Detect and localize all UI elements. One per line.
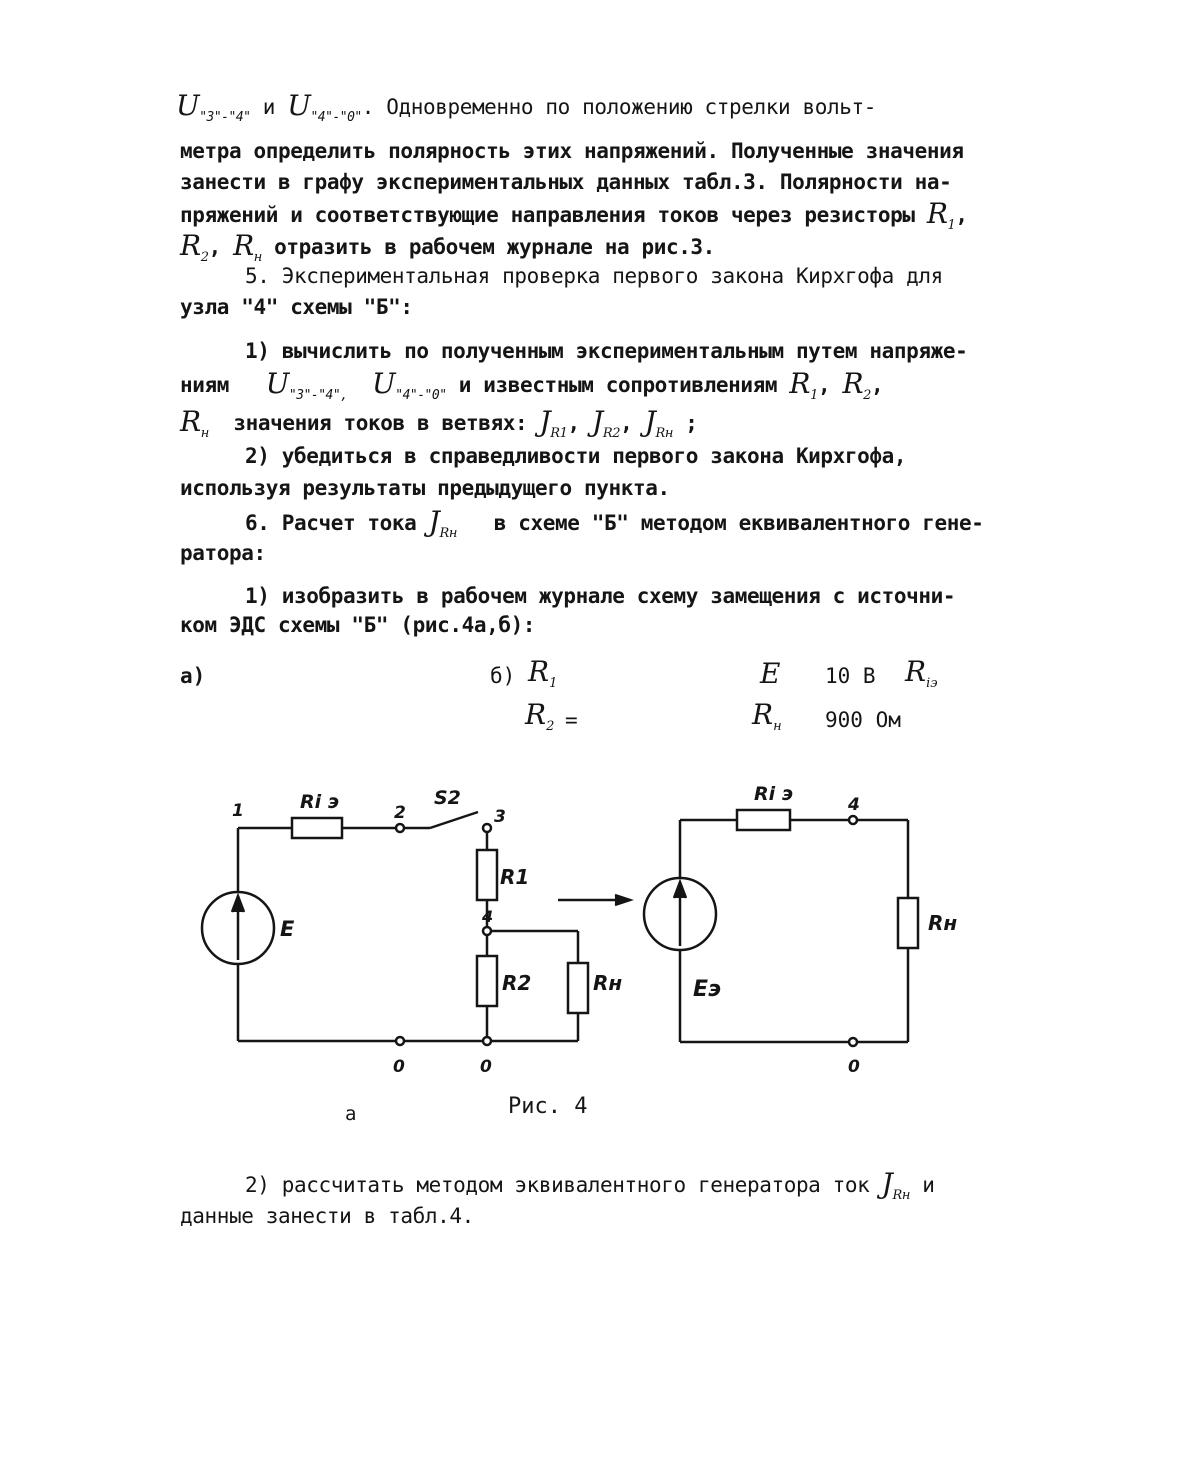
label-b: б): [490, 664, 516, 688]
resistor-label: Ri э: [300, 791, 340, 813]
text-line: 2) убедиться в справедливости первого закона Кирхгофа,: [245, 444, 907, 468]
resistor-symbol: $R_1$: [926, 197, 956, 233]
voltage-symbol: $U_{"4"-"0"}$: [372, 367, 447, 403]
resistor-symbol: $R_2$: [180, 229, 209, 265]
text-line: данные занести в табл.4.: [180, 1204, 474, 1228]
text-line: ниям $U_{"3"-"4",}$ $U_{"4"-"0"}$ и известным сопротивлениям $R_1$, $R_2$,: [180, 367, 884, 403]
node-label: 4: [482, 907, 494, 926]
equals-sign: =: [565, 708, 578, 732]
text-line: $R_2$, $R_н$ отразить в рабочем журнале на рис.3.: [180, 229, 715, 265]
text-line: ратора:: [180, 541, 266, 565]
node-label: 0: [848, 1057, 860, 1077]
text-line: ком ЭДС схемы "Б" (рис.4а,б):: [180, 613, 536, 637]
text-line: $R_н$ значения токов в ветвях: $J_{R1}$, $J_{R2}$, $J_{Rн}$ ;: [180, 405, 698, 441]
source-label: E: [280, 917, 295, 941]
voltage-symbol: $U_{"3"-"4",}$: [265, 367, 348, 403]
node-label: 2: [394, 803, 406, 823]
resistor-symbol: $R_2$: [842, 367, 871, 403]
resistor-r2-symbol: $R_2$: [525, 698, 555, 734]
current-symbol: $J_{R2}$: [592, 405, 621, 441]
load-resistance-value: 900 Ом: [825, 708, 901, 732]
resistor-label: Ri э: [754, 783, 794, 805]
text-line: занести в графу экспериментальных данных табл.3. Полярности на-: [180, 170, 952, 194]
resistor-r1-symbol: $R_1$: [528, 655, 558, 691]
load-resistor-symbol: $R_н$: [752, 698, 782, 734]
node-label: 3: [494, 807, 506, 827]
text-line: 6. Расчет тока $J_{Rн}$ в схеме "Б" методом еквивалентного гене-: [245, 505, 984, 541]
resistor-label: R1: [500, 865, 530, 889]
voltage-symbol: $U_{"3"-"4"}$: [176, 89, 251, 125]
node-label: 0: [393, 1057, 405, 1077]
resistor-label: Rн: [928, 911, 958, 935]
switch-label: S2: [434, 787, 461, 809]
text-line: 5. Экспериментальная проверка первого закона Кирхгофа для: [245, 264, 943, 288]
node-label: 1: [232, 801, 244, 821]
current-symbol: $J_{Rн}$: [881, 1167, 911, 1203]
resistor-symbol: $R_н$: [180, 405, 209, 441]
internal-resistance-symbol: $R_{iэ}$: [905, 655, 938, 691]
current-symbol: $J_{R1}$: [539, 405, 568, 441]
text-line: 2) рассчитать методом эквивалентного генератора ток $J_{Rн}$ и: [245, 1167, 935, 1203]
voltage-symbol: $U_{"4"-"0"}$: [287, 89, 362, 125]
text-line: метра определить полярность этих напряжений. Полученные значения: [180, 139, 964, 163]
resistor-symbol: $R_н$: [233, 229, 262, 265]
node-label: 4: [848, 795, 860, 815]
text-line: $U_{"3"-"4"}$ и $U_{"4"-"0"}$. Одновременно по положению стрелки вольт-: [176, 89, 876, 125]
figure-caption: Рис. 4: [508, 1094, 588, 1119]
label-a: а): [180, 664, 206, 688]
text-line: используя результаты предыдущего пункта.: [180, 476, 670, 500]
text-line: 1) изобразить в рабочем журнале схему замещения с источни-: [245, 584, 956, 608]
emf-symbol: E: [760, 657, 781, 690]
text-line: пряжений и соответствующие направления токов через резисторы $R_1$,: [180, 197, 968, 233]
resistor-symbol: $R_1$: [789, 367, 818, 403]
source-label: Eэ: [693, 977, 722, 1002]
current-symbol: $J_{Rн}$: [644, 405, 674, 441]
resistor-label: R2: [502, 971, 532, 995]
figure-sublabel: а: [345, 1103, 357, 1125]
text-line: узла "4" схемы "Б":: [180, 295, 413, 319]
text-line: 1) вычислить по полученным экспериментальным путем напряже-: [245, 339, 968, 363]
current-symbol: $J_{Rн}$: [428, 505, 458, 541]
emf-value: 10 В: [825, 664, 876, 688]
node-label: 0: [480, 1057, 492, 1077]
resistor-label: Rн: [593, 971, 623, 995]
